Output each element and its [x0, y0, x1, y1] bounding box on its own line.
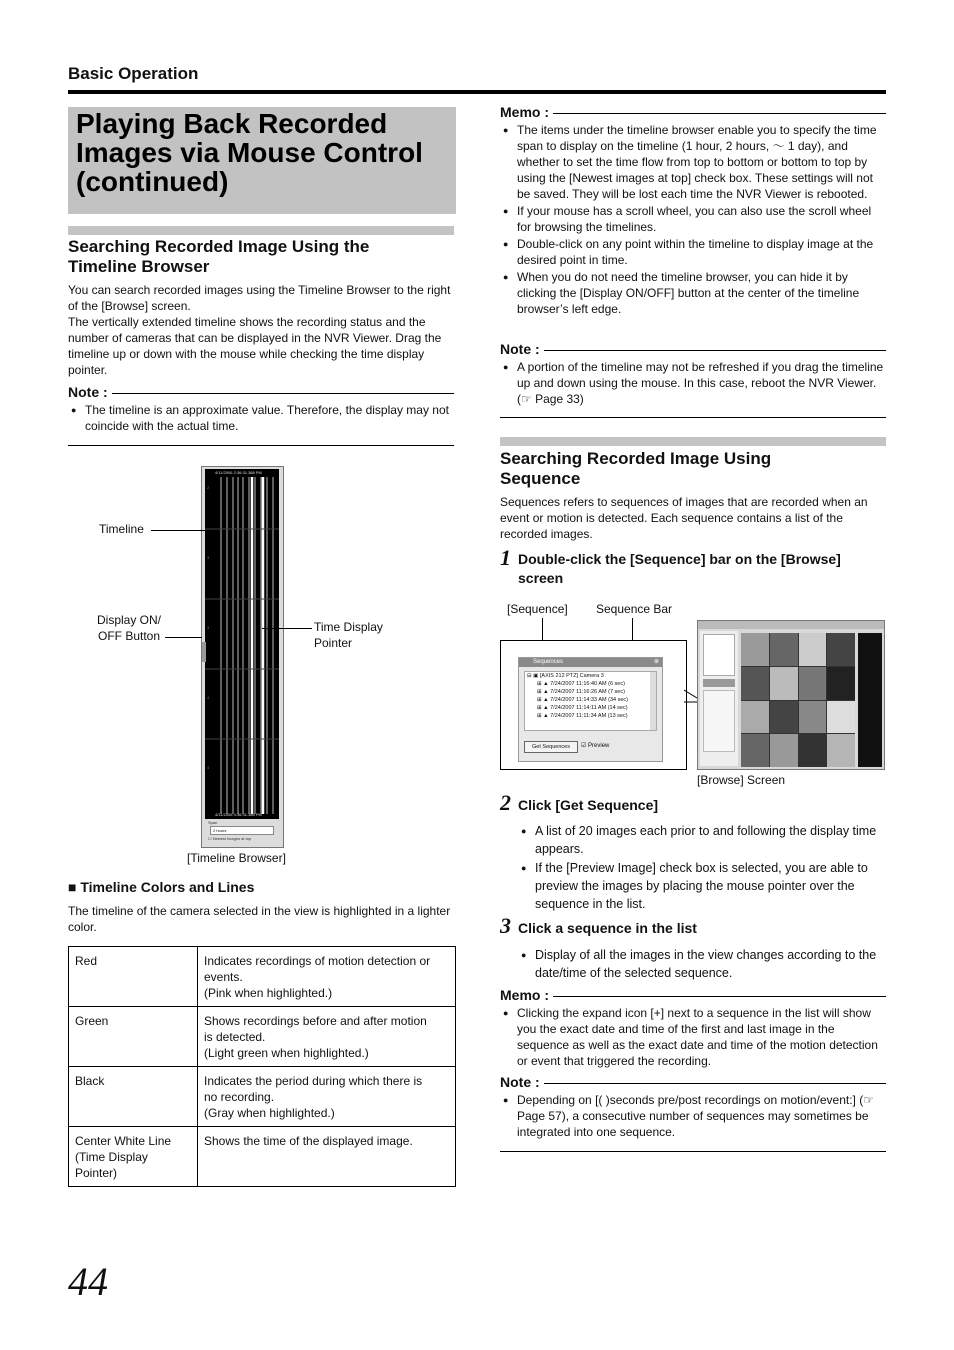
memo-block	[500, 104, 886, 318]
callout-line: OFF Button	[97, 629, 161, 643]
display-toggle-button[interactable]	[202, 642, 206, 662]
color-name: Black	[69, 1067, 198, 1127]
desc-line: (Gray when highlighted.)	[204, 1106, 335, 1120]
table-row	[69, 1007, 456, 1067]
list-item[interactable]: ⊞ ▲ 7/24/2007 11:16:40 AM (6 sec)	[537, 681, 625, 687]
callout-line: Time Display	[314, 620, 383, 634]
span-select[interactable]	[210, 826, 274, 835]
step-number: 3	[500, 913, 511, 938]
close-icon[interactable]: ⊗	[653, 659, 659, 665]
timeline-browser	[201, 466, 284, 848]
memo-rule	[553, 996, 886, 997]
note-rule	[544, 1083, 886, 1084]
step-number: 2	[500, 790, 511, 815]
desc-line: Indicates recordings of motion detection or	[204, 954, 431, 968]
note-end-rule	[500, 1151, 886, 1152]
color-desc	[198, 947, 456, 1007]
table-row	[69, 947, 456, 1007]
timeline-para-2: The vertically extended timeline shows the recording status and the number of cameras that can be displayed in the NVR Viewer. Drag the timeline up or down with the mouse while checking the time display pointer.	[68, 315, 442, 377]
page-title-box	[68, 107, 456, 214]
note-end-rule	[68, 445, 454, 446]
callout-sequence: [Sequence]	[507, 602, 568, 616]
leader-time-pointer	[262, 628, 312, 629]
colors-heading	[68, 879, 254, 895]
heading-line: Sequence	[500, 469, 581, 488]
memo-item: ● If your mouse has a scroll wheel, you can also use the scroll wheel for browsing the timelines.	[500, 203, 886, 235]
sequence-dialog	[518, 657, 663, 762]
entry-label: 7/24/2007 11:16:40 AM (6 sec)	[550, 681, 625, 687]
desc-line: events.	[204, 970, 243, 984]
entry-label: 7/24/2007 11:11:34 AM (13 sec)	[550, 713, 628, 719]
step-line: Double-click the [Sequence] bar on the [Browse]	[518, 551, 841, 567]
memo-list	[500, 122, 886, 317]
note-list	[500, 359, 886, 407]
step-number: 1	[500, 545, 511, 570]
memo-list	[500, 1005, 886, 1069]
note-rule	[544, 350, 886, 351]
note-label: Note :	[500, 341, 540, 357]
memo-block	[500, 987, 886, 1070]
memo-rule	[553, 113, 886, 114]
browse-timeline	[858, 633, 882, 767]
note-list	[68, 402, 454, 434]
name-line: (Time Display	[75, 1150, 148, 1164]
browse-controls	[703, 690, 735, 752]
callout-line: Display ON/	[96, 613, 161, 627]
browse-tree	[703, 634, 735, 676]
section-divider	[68, 226, 454, 235]
step-text	[518, 550, 888, 588]
table-row	[69, 1067, 456, 1127]
header-rule	[68, 90, 886, 94]
newest-checkbox[interactable]: ☐ Newest images at top	[208, 836, 252, 841]
list-item[interactable]: ⊞ ▲ 7/24/2007 11:16:26 AM (7 sec)	[537, 689, 625, 695]
timeline-intro	[68, 282, 456, 378]
newest-label: Newest images at top	[212, 836, 252, 841]
memo-item: ● Double-click on any point within the timeline to display image at the desired point in time.	[500, 236, 886, 268]
sequence-intro: Sequences refers to sequences of images that are recorded when an event or motion is detected. Each sequence contains a list of the recorded images.	[500, 495, 868, 541]
color-desc	[198, 1067, 456, 1127]
browse-caption: [Browse] Screen	[697, 773, 786, 787]
browse-screen	[697, 620, 885, 770]
note-label: Note :	[68, 384, 108, 400]
note-block	[68, 384, 454, 435]
name-line: Center White Line	[75, 1134, 172, 1148]
color-name: Green	[69, 1007, 198, 1067]
note-block	[500, 341, 886, 408]
name-line: Pointer)	[75, 1166, 118, 1180]
svg-text:3: 3	[207, 555, 210, 560]
entry-label: 7/24/2007 11:14:33 AM (34 sec)	[550, 697, 628, 703]
step3-item: ● Display of all the images in the view changes according to the date/time of the selected sequence.	[518, 946, 886, 982]
sequence-heading	[500, 449, 886, 489]
square-bullet-icon: ■	[68, 879, 77, 895]
colors-table	[68, 946, 456, 1187]
svg-text:2: 2	[207, 485, 210, 490]
callout-sequence-bar: Sequence Bar	[596, 602, 673, 616]
timeline-heading	[68, 237, 454, 277]
title-line: (continued)	[76, 166, 229, 197]
timeline-para-1: You can search recorded images using the Timeline Browser to the right of the [Browse] screen.	[68, 283, 451, 313]
desc-line: (Light green when highlighted.)	[204, 1046, 369, 1060]
timeline-panel[interactable]	[205, 469, 279, 819]
note-end-rule	[500, 417, 886, 418]
note-rule	[112, 393, 454, 394]
title-line: Images via Mouse Control	[76, 137, 423, 168]
svg-text:4: 4	[207, 695, 210, 700]
note-item: ● A portion of the timeline may not be refreshed if you drag the timeline up and down using the mouse. In this case, reboot the NVR Viewer. (☞ Page 33)	[500, 359, 886, 407]
page-title	[68, 107, 456, 198]
timeline-bottom-time: 4/11/2006 4:36:31.388 PM	[215, 812, 262, 817]
sequence-bar-thumb[interactable]	[703, 679, 735, 687]
memo-header	[500, 987, 886, 1003]
desc-line: Shows the time of the displayed image.	[204, 1134, 413, 1148]
memo-item: ● The items under the timeline browser enable you to specify the time span to display on the timeline (1 hour, 2 hours, ～ 1 day), and whether to set the time flow from top to bottom or bottom to top by using the [Newest images at top] check box. These settings will not be saved. They will be lost each time the NVR Viewer is rebooted.	[500, 122, 886, 202]
desc-line: Indicates the period during which there is	[204, 1074, 423, 1088]
preview-label: Preview	[588, 743, 610, 749]
list-item[interactable]: ⊞ ▲ 7/24/2007 11:14:33 AM (34 sec)	[537, 697, 628, 703]
step2-list	[518, 822, 886, 914]
preview-checkbox[interactable]: ☑ Preview	[581, 743, 610, 749]
sequence-bar[interactable]	[519, 658, 662, 667]
entry-label: 7/24/2007 11:16:26 AM (7 sec)	[550, 689, 625, 695]
sequence-bar-title: Sequences	[533, 659, 564, 665]
svg-text:4: 4	[207, 765, 210, 770]
note-item: ● Depending on [( )seconds pre/post recordings on motion/event:] (☞ Page 57), a consecutive number of sequences may sometimes be integrated into one sequence.	[500, 1092, 886, 1140]
color-name: Red	[69, 947, 198, 1007]
title-line: Playing Back Recorded	[76, 108, 388, 139]
leader-display-button	[165, 637, 202, 638]
browse-video-grid	[741, 633, 855, 767]
callout-line: Pointer	[314, 636, 353, 650]
callout-time-pointer	[314, 619, 383, 651]
note-item: ● The timeline is an approximate value. Therefore, the display may not coincide with the actual time.	[68, 402, 454, 434]
memo-item: ● Clicking the expand icon [+] next to a sequence in the list will show you the exact date and time of the first and last image in the sequence as well as the exact date and time of the motion detection or event that triggered the recording.	[500, 1005, 886, 1069]
memo-item: ● When you do not need the timeline browser, you can hide it by clicking the [Display ON/OFF] button at the center of the timeline browser’s left edge.	[500, 269, 886, 317]
page-number: 44	[68, 1259, 108, 1304]
step2-item: ● If the [Preview Image] check box is selected, you are able to preview the images by placing the mouse pointer over the sequence in the list.	[518, 859, 886, 913]
get-sequences-button[interactable]	[524, 741, 578, 753]
colors-intro: The timeline of the camera selected in the view is highlighted in a lighter color.	[68, 904, 451, 934]
step-text: Click a sequence in the list	[518, 920, 697, 936]
zoom-connector	[684, 620, 698, 770]
heading-line: Searching Recorded Image Using	[500, 449, 772, 468]
timeline-top-time: 4/11/2006 2:36:31.388 PM	[215, 470, 262, 475]
memo-header	[500, 104, 886, 120]
desc-line: Shows recordings before and after motion	[204, 1014, 427, 1028]
section-divider	[500, 437, 886, 446]
list-item[interactable]: ⊞ ▲ 7/24/2007 11:14:11 AM (14 sec)	[537, 705, 628, 711]
svg-text:3: 3	[207, 625, 210, 630]
list-item[interactable]: ⊞ ▲ 7/24/2007 11:11:34 AM (13 sec)	[537, 713, 628, 719]
memo-label: Memo :	[500, 987, 549, 1003]
callout-display-button	[94, 612, 164, 644]
span-value: 2 hours	[213, 828, 227, 833]
color-desc	[198, 1127, 456, 1187]
figure-caption: [Timeline Browser]	[187, 851, 286, 865]
button-label: Get Sequences	[532, 744, 570, 750]
step-text: Click [Get Sequence]	[518, 797, 659, 813]
note-block	[500, 1074, 886, 1141]
list-item[interactable]: ⊟ ▣ [AXIS 212 PTZ] Camera 3	[527, 673, 604, 679]
desc-line: no recording.	[204, 1090, 275, 1104]
color-desc	[198, 1007, 456, 1067]
desc-line: is detected.	[204, 1030, 266, 1044]
table-row	[69, 1127, 456, 1187]
browse-sidebar	[700, 631, 738, 766]
sequence-zoom-frame	[500, 640, 687, 770]
entry-label: 7/24/2007 11:14:11 AM (14 sec)	[550, 705, 628, 711]
desc-line: (Pink when highlighted.)	[204, 986, 333, 1000]
note-list	[500, 1092, 886, 1140]
timeline-lines	[205, 469, 279, 819]
color-name	[69, 1127, 198, 1187]
note-header	[500, 341, 886, 357]
heading-line: Timeline Browser	[68, 257, 210, 276]
heading-line: Searching Recorded Image Using the	[68, 237, 370, 256]
note-header	[68, 384, 454, 400]
span-label: Span	[208, 820, 218, 825]
colors-heading-text: Timeline Colors and Lines	[80, 879, 255, 895]
sequence-list	[524, 671, 657, 731]
memo-label: Memo :	[500, 104, 549, 120]
browse-toolbar	[698, 621, 884, 629]
camera-label: [AXIS 212 PTZ] Camera 3	[539, 673, 604, 679]
note-label: Note :	[500, 1074, 540, 1090]
scrollbar[interactable]	[650, 672, 656, 730]
callout-timeline: Timeline	[99, 522, 144, 536]
step3-list	[518, 946, 886, 983]
step2-item: ● A list of 20 images each prior to and following the display time appears.	[518, 822, 886, 858]
section-label: Basic Operation	[68, 64, 199, 83]
step-line: screen	[518, 570, 564, 586]
leader-timeline	[151, 530, 220, 531]
note-header	[500, 1074, 886, 1090]
